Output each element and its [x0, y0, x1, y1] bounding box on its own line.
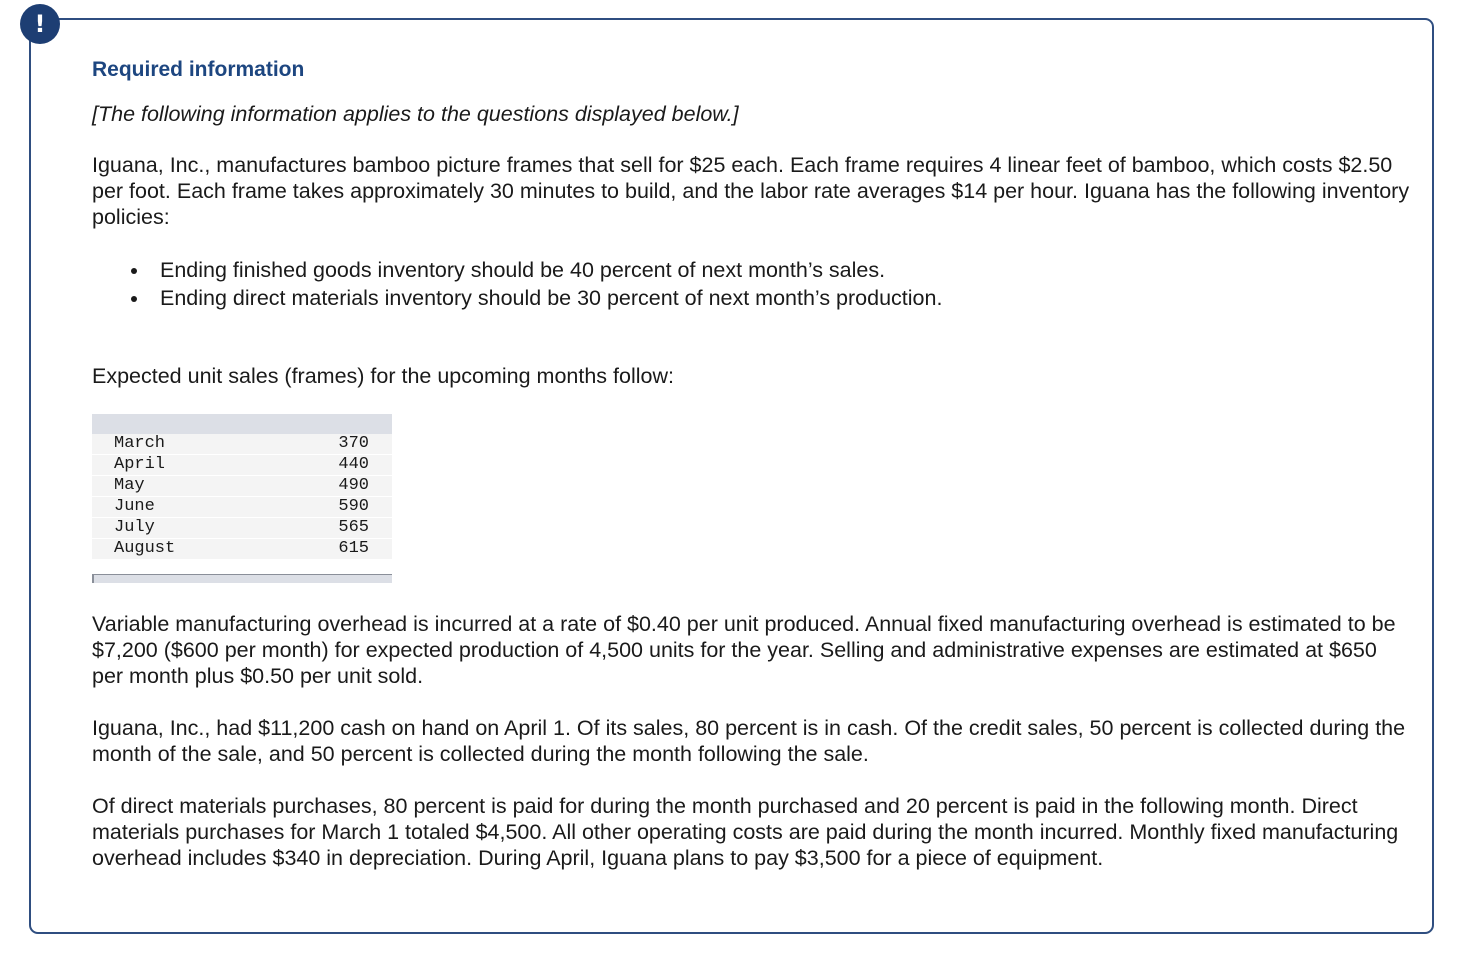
- table-footer: [92, 574, 392, 583]
- list-item: Ending finished goods inventory should be 40 percent of next month’s sales.: [160, 256, 1412, 284]
- details-section: [92, 611, 1412, 871]
- cash-paragraph: Iguana, Inc., had $11,200 cash on hand on April 1. Of its sales, 80 percent is in cash. Of the credit sales, 50 percent is collected during the month of the sale, and 50 percent is collected during the month following the sale.: [92, 716, 1406, 766]
- units-cell: 590: [314, 497, 392, 518]
- table-row: [92, 539, 392, 560]
- table-row: [92, 434, 392, 455]
- sales-intro: Expected unit sales (frames) for the upcoming months follow:: [92, 364, 674, 388]
- units-cell: 440: [314, 455, 392, 476]
- month-cell: July: [92, 518, 314, 539]
- inventory-policies-list: [92, 256, 1412, 312]
- table-row: [92, 476, 392, 497]
- month-cell: May: [92, 476, 314, 497]
- list-item: Ending direct materials inventory should be 30 percent of next month’s production.: [160, 284, 1412, 312]
- units-cell: 565: [314, 518, 392, 539]
- table-row: [92, 455, 392, 476]
- units-cell: 615: [314, 539, 392, 560]
- intro-paragraph: Iguana, Inc., manufactures bamboo picture frames that sell for $25 each. Each frame requires 4 linear feet of bamboo, which costs $2.50 per foot. Each frame takes approximately 30 minutes to build, and the labor rate averages $14 per hour. Iguana has the following inventory policies:: [92, 153, 1410, 229]
- purchases-paragraph: Of direct materials purchases, 80 percent is paid for during the month purchased and 20 percent is paid in the following month. Direct materials purchases for March 1 totaled $4,500. All other operating costs are paid during the month incurred. Monthly fixed manufacturing overhead includes $340 in depreciation. During April, Iguana plans to pay $3,500 for a piece of equipment.: [92, 794, 1399, 870]
- units-cell: 490: [314, 476, 392, 497]
- units-cell: 370: [314, 434, 392, 455]
- table-header: [92, 414, 392, 434]
- required-info-title: Required information: [92, 58, 305, 81]
- info-content: [92, 54, 1412, 389]
- overhead-paragraph: Variable manufacturing overhead is incurred at a rate of $0.40 per unit produced. Annual fixed manufacturing overhead is estimated to be $7,200 ($600 per month) for expected production of 4,500 units for the year. Selling and administrative expenses are estimated at $650 per month plus $0.50 per unit sold.: [92, 612, 1396, 688]
- month-cell: April: [92, 455, 314, 476]
- month-cell: March: [92, 434, 314, 455]
- table-row: [92, 497, 392, 518]
- alert-icon: !: [20, 4, 60, 44]
- table-row: [92, 518, 392, 539]
- month-cell: August: [92, 539, 314, 560]
- info-note: [The following information applies to the questions displayed below.]: [92, 102, 739, 126]
- month-cell: June: [92, 497, 314, 518]
- sales-table: [92, 414, 392, 583]
